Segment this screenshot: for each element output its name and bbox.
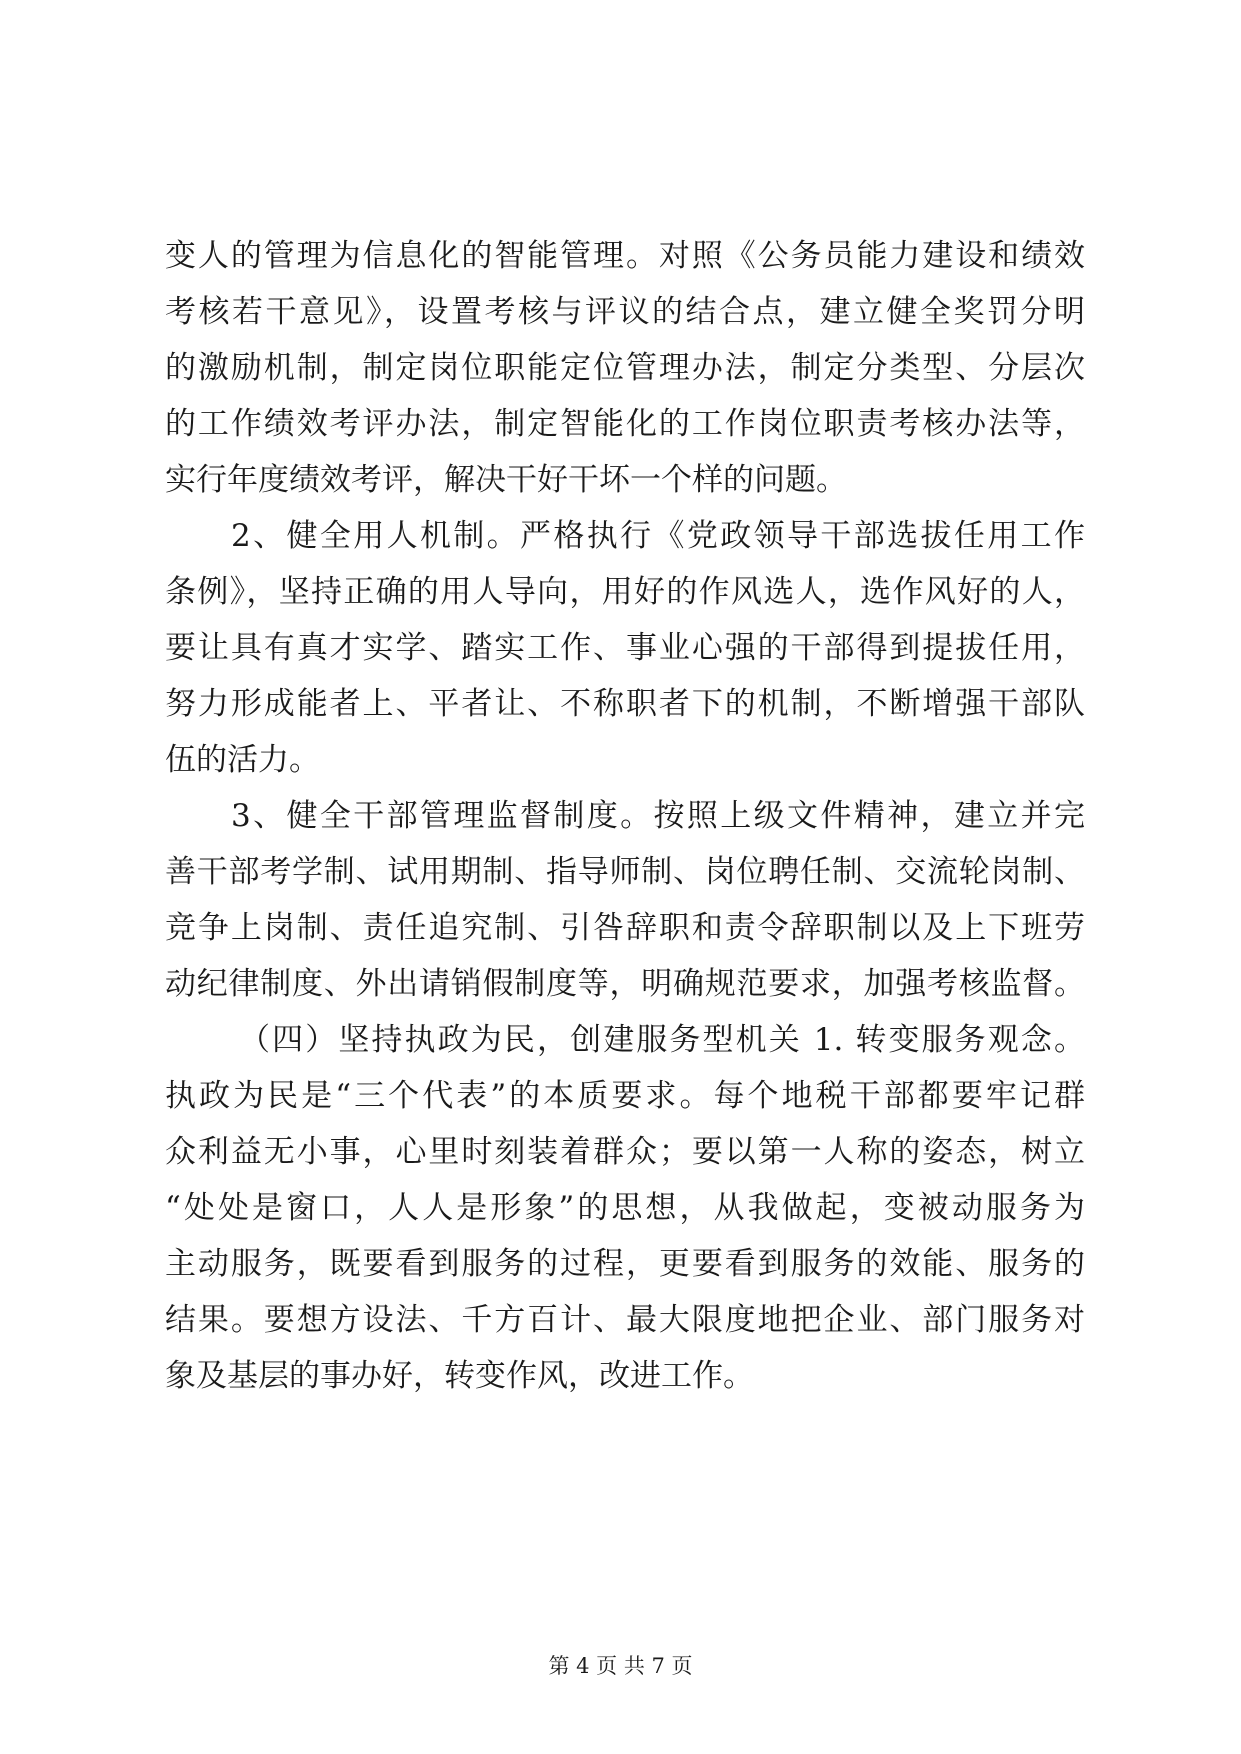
paragraph-line: “处处是窗口，人人是形象”的思想，从我做起，变被动服务为 — [165, 1190, 1085, 1226]
paragraph-line: 的激励机制，制定岗位职能定位管理办法，制定分类型、分层次 — [165, 350, 1085, 386]
paragraph-line: 动纪律制度、外出请销假制度等，明确规范要求，加强考核监督。 — [165, 966, 1085, 1002]
paragraph-line: 条例》，坚持正确的用人导向，用好的作风选人，选作风好的人， — [165, 574, 1085, 610]
paragraph-line: 实行年度绩效考评，解决干好干坏一个样的问题。 — [165, 462, 847, 498]
paragraph-line: 结果。要想方设法、千方百计、最大限度地把企业、部门服务对 — [165, 1302, 1085, 1338]
paragraph-line: 3、健全干部管理监督制度。按照上级文件精神，建立并完 — [231, 798, 1085, 834]
page-footer: 第 4 页 共 7 页 — [548, 1654, 693, 1678]
paragraph-line: 2、健全用人机制。严格执行《党政领导干部选拔任用工作 — [231, 518, 1085, 554]
paragraph-line: 竞争上岗制、责任追究制、引咎辞职和责令辞职制以及上下班劳 — [165, 910, 1085, 946]
paragraph-line: 众利益无小事，心里时刻装着群众；要以第一人称的姿态，树立 — [165, 1134, 1085, 1170]
paragraph-line: 的工作绩效考评办法，制定智能化的工作岗位职责考核办法等， — [165, 406, 1085, 442]
paragraph-line: （四）坚持执政为民，创建服务型机关 1. 转变服务观念。 — [239, 1022, 1085, 1058]
paragraph-line: 主动服务，既要看到服务的过程，更要看到服务的效能、服务的 — [165, 1246, 1085, 1282]
paragraph-line: 伍的活力。 — [165, 742, 320, 778]
document-body — [165, 228, 1085, 1404]
paragraph-line: 变人的管理为信息化的智能管理。对照《公务员能力建设和绩效 — [165, 238, 1085, 274]
paragraph-line: 努力形成能者上、平者让、不称职者下的机制，不断增强干部队 — [165, 686, 1085, 722]
paragraph-line: 善干部考学制、试用期制、指导师制、岗位聘任制、交流轮岗制、 — [165, 854, 1085, 890]
paragraph-line: 考核若干意见》，设置考核与评议的结合点，建立健全奖罚分明 — [165, 294, 1085, 330]
paragraph-line: 要让具有真才实学、踏实工作、事业心强的干部得到提拔任用， — [165, 630, 1085, 666]
paragraph-line: 执政为民是“三个代表”的本质要求。每个地税干部都要牢记群 — [165, 1078, 1085, 1114]
paragraph-line: 象及基层的事办好，转变作风，改进工作。 — [165, 1358, 754, 1394]
